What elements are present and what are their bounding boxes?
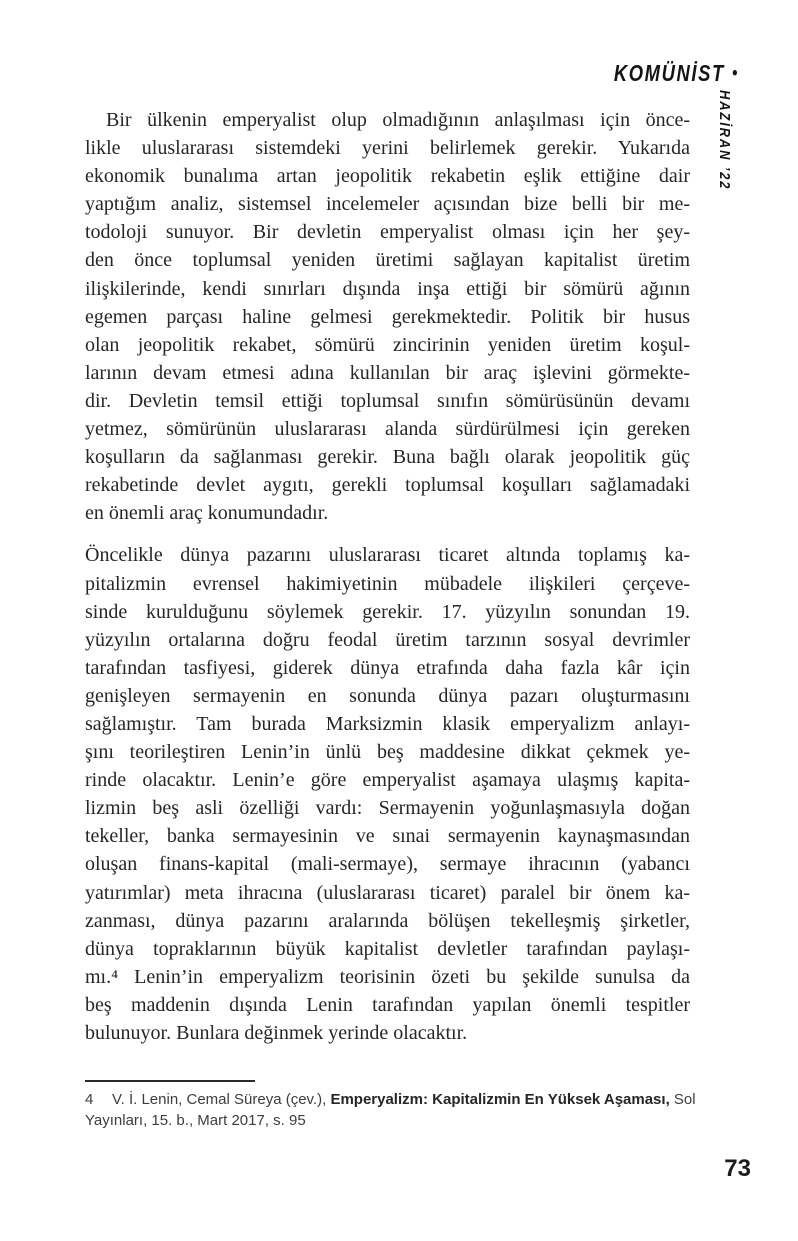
- text-line: sağlamıştır. Tam burada Marksizmin klasik emperyalizm anlayı-: [85, 712, 690, 735]
- body-paragraph: [85, 541, 690, 1047]
- text-line: rekabetinde devlet aygıtı, gerekli toplumsal koşulları sağlamadaki: [85, 474, 690, 497]
- footnote: [85, 1080, 725, 1131]
- footnote-rule: [85, 1080, 255, 1082]
- footnote-citation-pre: V. İ. Lenin, Cemal Süreya (çev.),: [112, 1091, 327, 1108]
- text-line: yatırımlar) meta ihracına (uluslararası ticaret) paralel bir önem ka-: [85, 881, 690, 904]
- text-line: larının devam etmesi adına kullanılan bir araç işlevini görmekte-: [85, 361, 690, 384]
- text-line: todoloji sunuyor. Bir devletin emperyalist olması için her şey-: [85, 221, 690, 244]
- text-line: tekeller, banka sermayesinin ve sınai sermayenin kaynaşmasından: [85, 825, 690, 848]
- article-body: [85, 106, 690, 1047]
- text-line: olan jeopolitik rekabet, sömürü zincirinin yeniden üretim koşul-: [85, 333, 690, 356]
- text-line: Bir ülkenin emperyalist olup olmadığının anlaşılması için önce-: [106, 109, 690, 131]
- text-line: oluşan finans-kapital (mali-sermaye), sermaye ihracının (yabancı: [85, 853, 690, 876]
- text-line: sinde kurulduğunu söylemek gerekir. 17. yüzyılın sonundan 19.: [85, 600, 690, 623]
- text-line: genişleyen sermayenin en sonunda dünya pazarı oluşturmasını: [85, 684, 690, 707]
- text-line: dir. Devletin temsil ettiği toplumsal sınıfın sömürüsünün devamı: [85, 389, 690, 412]
- footnote-citation-title: Emperyalizm: Kapitalizmin En Yüksek Aşaması,: [330, 1091, 670, 1108]
- text-line: en önemli araç konumundadır.: [85, 502, 329, 525]
- text-line: şını teorileştiren Lenin’in ünlü beş maddesine dikkat çekmek ye-: [85, 741, 690, 764]
- bullet-icon: •: [731, 62, 737, 84]
- text-line: pitalizmin evrensel hakimiyetinin mübadele ilişkileri çerçeve-: [85, 572, 690, 595]
- text-line: mı.⁴ Lenin’in emperyalizm teorisinin özeti bu şekilde sunulsa da: [85, 965, 690, 988]
- text-line: Öncelikle dünya pazarını uluslararası ticaret altında toplamış ka-: [85, 544, 690, 567]
- footnote-marker: 4: [85, 1091, 94, 1108]
- text-line: rinde olacaktır. Lenin’e göre emperyalist aşamaya ulaşmış kapita-: [85, 769, 690, 792]
- text-line: zanması, dünya pazarını aralarında bölüşen tekelleşmiş şirketler,: [85, 909, 690, 932]
- magazine-header: [614, 60, 737, 87]
- text-line: beş maddenin dışında Lenin tarafından yapılan önemli tespitler: [85, 993, 690, 1016]
- magazine-title: KOMÜNİST: [613, 60, 725, 86]
- text-line: ilişkilerinde, kendi sınırları dışında inşa ettiği bir sömürü ağının: [85, 277, 690, 300]
- text-line: dünya topraklarının büyük kapitalist devletler tarafından paylaşı-: [85, 937, 690, 960]
- text-line: egemen parçası haline gelmesi gerekmektedir. Politik bir husus: [85, 305, 690, 328]
- text-line: yüzyılın ortalarına doğru feodal üretim tarzının sosyal devrimler: [85, 628, 690, 651]
- issue-date-vertical: HAZİRAN ’22: [716, 90, 733, 191]
- footnote-text: [85, 1089, 725, 1131]
- footnote-citation-post: Sol Yayınları, 15. b., Mart 2017, s. 95: [85, 1091, 696, 1129]
- text-line: yetmez, sömürünün uluslararası alanda sürdürülmesi için gereken: [85, 418, 690, 441]
- page-number: 73: [724, 1155, 751, 1182]
- text-line: bulunuyor. Bunlara değinmek yerinde olacaktır.: [85, 1022, 468, 1044]
- text-line: lizmin beş asli özelliği vardı: Sermayenin yoğunlaşmasıyla doğan: [85, 797, 690, 820]
- text-line: ekonomik bunalıma artan jeopolitik rekabetin eşlik ettiğine dair: [85, 165, 690, 188]
- text-line: koşulların da sağlanması gerekir. Buna bağlı olarak jeopolitik güç: [85, 446, 690, 469]
- text-line: yaptığım analiz, sistemsel incelemeler açısından bize belli bir me-: [85, 193, 690, 216]
- text-line: tarafından tasfiyesi, giderek dünya etrafında daha fazla kâr için: [85, 656, 690, 679]
- text-line: den önce toplumsal yeniden üretimi sağlayan kapitalist üretim: [85, 249, 690, 272]
- body-paragraph: [85, 106, 690, 527]
- text-line: likle uluslararası sistemdeki yerini belirlemek gerekir. Yukarıda: [85, 137, 690, 160]
